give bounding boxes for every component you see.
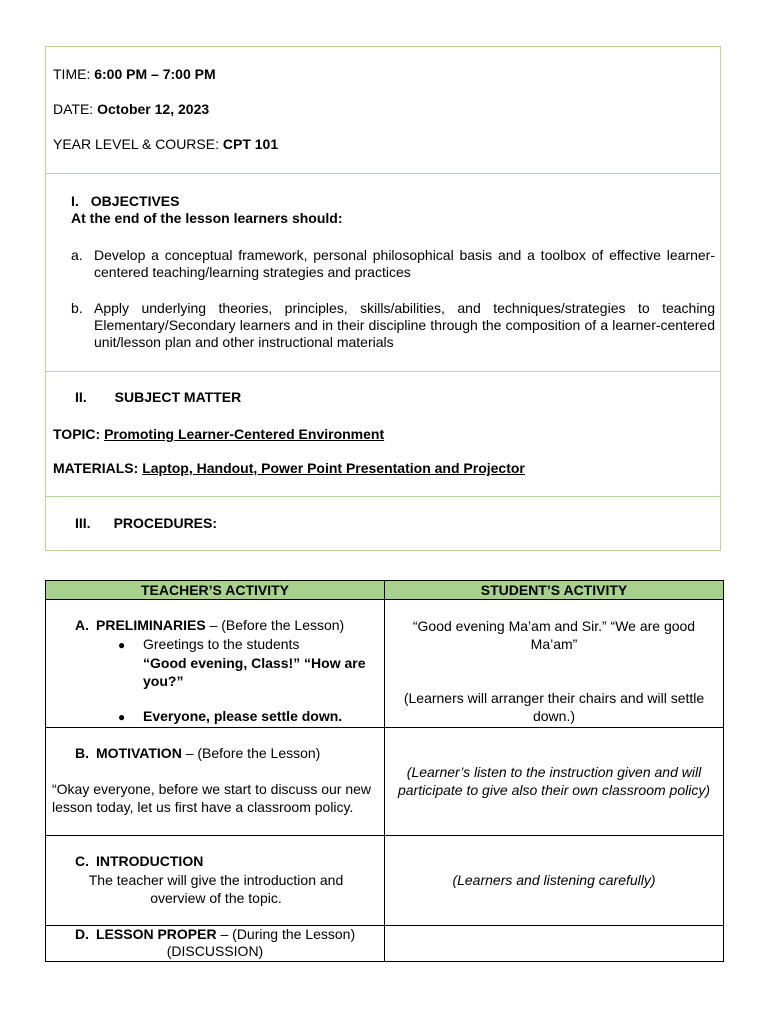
teacher-cell bbox=[46, 836, 385, 926]
motivation-teacher-text: “Okay everyone, before we start to discuss our new lesson today, let us first have a classroom policy. bbox=[52, 781, 372, 815]
topic-line bbox=[53, 426, 384, 443]
objective-item-a bbox=[71, 247, 715, 281]
subject-matter-heading: II. SUBJECT MATTER bbox=[75, 389, 242, 405]
student-cell bbox=[385, 600, 724, 728]
objective-text: Apply underlying theories, principles, skills/abilities, and techniques/strategies to teaching Elementary/Secondary learners and in their discipline through the composition of a learner-centered unit/lesson plan and other instructional materials bbox=[94, 300, 715, 350]
materials-value: Laptop, Handout, Power Point Presentation and Projector bbox=[142, 460, 525, 476]
procedures-section bbox=[45, 496, 721, 551]
subject-matter-section bbox=[45, 371, 721, 497]
introduction-title: C. INTRODUCTION bbox=[75, 853, 204, 869]
student-activity-header: STUDENT’S ACTIVITY bbox=[385, 581, 724, 600]
objective-item-b bbox=[71, 300, 715, 351]
lesson-proper-title: D. LESSON PROPER – (During the Lesson) bbox=[75, 926, 356, 942]
introduction-student-text: (Learners and listening carefully) bbox=[452, 872, 656, 888]
time-value: 6:00 PM – 7:00 PM bbox=[94, 66, 216, 82]
table-row bbox=[46, 728, 724, 836]
preliminaries-title: A. PRELIMINARIES – (Before the Lesson) bbox=[75, 617, 345, 633]
student-cell bbox=[385, 728, 724, 836]
bullet-text: Greetings to the students bbox=[143, 636, 300, 652]
teacher-cell bbox=[46, 600, 385, 728]
lesson-proper-subtitle: (DISCUSSION) bbox=[166, 943, 264, 959]
student-settle: (Learners will arranger their chairs and will settle down.) bbox=[403, 690, 705, 724]
course-label: YEAR LEVEL & COURSE: bbox=[53, 136, 223, 152]
date-line bbox=[53, 101, 209, 118]
bullet-icon: ● bbox=[118, 710, 126, 724]
table-row bbox=[46, 836, 724, 926]
materials-label: MATERIALS: bbox=[53, 460, 143, 476]
objectives-heading: I. OBJECTIVES bbox=[71, 193, 180, 209]
objectives-intro: At the end of the lesson learners should: bbox=[71, 210, 343, 226]
objectives-section bbox=[45, 173, 721, 372]
introduction-teacher-text: The teacher will give the introduction and overview of the topic. bbox=[88, 872, 344, 906]
procedures-heading: III. PROCEDURES: bbox=[75, 515, 218, 531]
date-value: October 12, 2023 bbox=[97, 101, 210, 117]
topic-value: Promoting Learner-Centered Environment bbox=[104, 426, 385, 442]
time-line bbox=[53, 66, 216, 83]
bullet-icon: ● bbox=[118, 638, 126, 652]
course-value: CPT 101 bbox=[222, 136, 279, 152]
table-row bbox=[46, 600, 724, 728]
lesson-info-section bbox=[45, 46, 721, 174]
course-line bbox=[53, 136, 278, 153]
motivation-title: B. MOTIVATION – (Before the Lesson) bbox=[75, 745, 321, 761]
teacher-activity-header: TEACHER’S ACTIVITY bbox=[46, 581, 385, 600]
date-label: DATE: bbox=[53, 101, 98, 117]
teacher-cell bbox=[46, 926, 385, 962]
greeting-text: “Good evening, Class!” “How are you?” bbox=[143, 655, 366, 689]
time-label: TIME: bbox=[53, 66, 95, 82]
motivation-student-text: (Learner’s listen to the instruction given and will participate to give also their own classroom policy) bbox=[397, 764, 711, 798]
student-cell bbox=[385, 926, 724, 962]
topic-label: TOPIC: bbox=[53, 426, 105, 442]
objective-marker: a. bbox=[71, 247, 83, 263]
objective-marker: b. bbox=[71, 300, 83, 316]
activity-table bbox=[45, 580, 724, 962]
student-greeting: “Good evening Ma’am and Sir.” “We are good Ma’am” bbox=[412, 618, 696, 652]
table-header-row bbox=[46, 581, 724, 600]
teacher-cell bbox=[46, 728, 385, 836]
settle-instruction: Everyone, please settle down. bbox=[143, 708, 343, 724]
table-row bbox=[46, 926, 724, 962]
objective-text: Develop a conceptual framework, personal philosophical basis and a toolbox of effective learner-centered teaching/learning strategies and practices bbox=[94, 247, 715, 280]
student-cell bbox=[385, 836, 724, 926]
materials-line bbox=[53, 460, 525, 477]
